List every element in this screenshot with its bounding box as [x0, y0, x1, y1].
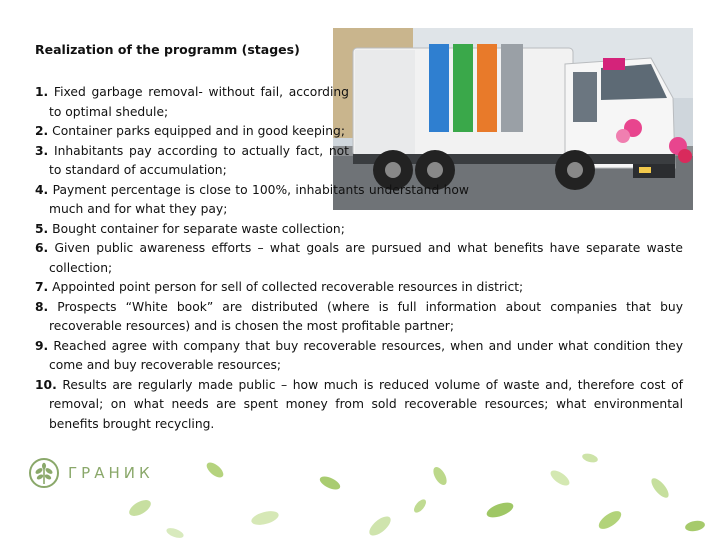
list-item: 6. Given public awareness efforts – what goals are pursued and what benefits have separate waste collection;: [35, 241, 683, 275]
tree-logo-icon: [28, 457, 60, 489]
list-item: 3. Inhabitants pay according to actually fact, not to standard of accumulation;: [35, 143, 349, 177]
list-item: 2. Container parks equipped and in good keeping;: [35, 124, 345, 138]
list-item: 8. Prospects “White book” are distributed (where is full information about companies that buy recoverable resources) and is chosen the most profitable partner;: [35, 299, 683, 333]
logo-text: ГРАНИК: [68, 464, 154, 482]
list-item: 1. Fixed garbage removal- without fail, according to optimal shedule;: [35, 85, 349, 119]
granik-logo: [28, 457, 154, 489]
list-item: 10. Results are regularly made public – how much is reduced volume of waste and, therefore cost of removal; on what needs are spent money from sold recoverable resources; what environmental benefits brought recycling.: [35, 377, 683, 431]
list-item: 9. Reached agree with company that buy recoverable resources, when and under what condition they come and buy recoverable resources;: [35, 338, 683, 372]
slide-title: Realization of the programm (stages): [35, 42, 300, 57]
list-item: 7. Appointed point person for sell of collected recoverable resources in district;: [35, 280, 524, 294]
list-item: 4. Payment percentage is close to 100%, inhabitants understand how much and for what they pay;: [35, 182, 469, 216]
stages-list: [35, 83, 683, 434]
list-item: 5. Bought container for separate waste collection;: [35, 221, 345, 236]
